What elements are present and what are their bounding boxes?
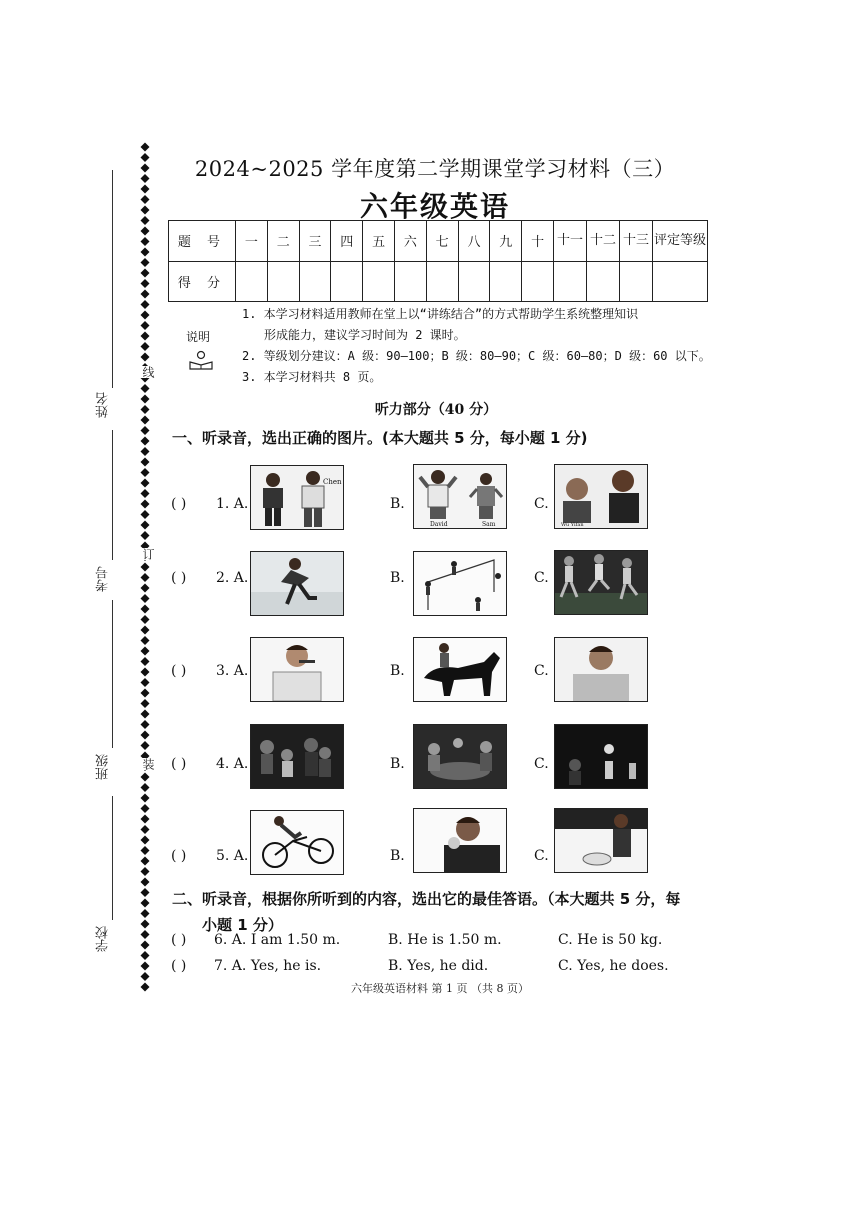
margin-diamond <box>141 468 150 477</box>
margin-diamond <box>141 237 150 246</box>
margin-diamond <box>141 794 150 803</box>
option-b-label: B. <box>390 663 405 679</box>
margin-diamond <box>141 258 150 267</box>
margin-diamond <box>141 489 150 498</box>
margin-name-label: 姓名 <box>96 392 111 418</box>
question-number: 1. A. <box>216 496 249 512</box>
instruction-item-cont: 形成能力，建议学习时间为 2 课时。 <box>264 328 466 342</box>
margin-diamond <box>141 626 150 635</box>
question-1 <box>168 462 668 532</box>
margin-exam-number-label: 考号 <box>96 566 111 592</box>
margin-diamond <box>141 563 150 572</box>
bind-word-line: 线 <box>141 366 155 378</box>
margin-diamond <box>141 510 150 519</box>
picture-5c-boy-washing[interactable] <box>554 808 648 873</box>
margin-diamond <box>141 531 150 540</box>
instructions-list <box>242 304 712 388</box>
picture-2a-ice-skating[interactable] <box>250 551 344 616</box>
margin-diamond <box>141 573 150 582</box>
option-c-label: C. <box>534 663 549 679</box>
margin-diamond <box>141 710 150 719</box>
score-col-2: 二 <box>267 221 299 262</box>
margin-diamond <box>141 731 150 740</box>
margin-diamond <box>141 615 150 624</box>
answer-blank[interactable]: ( ) <box>171 848 187 864</box>
picture-3a-boy-brushing-teeth[interactable] <box>250 637 344 702</box>
margin-diamond <box>141 353 150 362</box>
mc-6-option-b: B. He is 1.50 m. <box>388 932 502 948</box>
score-col-11: 十一 <box>554 221 587 262</box>
answer-blank[interactable]: ( ) <box>171 496 187 512</box>
margin-diamond <box>141 458 150 467</box>
margin-diamond <box>141 920 150 929</box>
margin-diamond <box>141 332 150 341</box>
margin-diamond <box>141 899 150 908</box>
option-b-label: B. <box>390 496 405 512</box>
margin-diamond <box>141 773 150 782</box>
score-cell[interactable] <box>554 261 587 302</box>
picture-5b-boy-sneezing[interactable] <box>413 808 507 873</box>
margin-diamond <box>141 426 150 435</box>
instruction-item: 1. 本学习材料适用教师在堂上以“讲练结合”的方式帮助学生系统整理知识 <box>242 307 639 321</box>
margin-diamond <box>141 836 150 845</box>
picture-1c-two-boys-close[interactable] <box>554 464 648 529</box>
margin-diamond <box>141 479 150 488</box>
margin-diamond <box>141 962 150 971</box>
picture-3b-riding-horse[interactable] <box>413 637 507 702</box>
margin-diamond <box>141 720 150 729</box>
margin-diamond <box>141 951 150 960</box>
answer-blank[interactable]: ( ) <box>171 663 187 679</box>
option-c-label: C. <box>534 496 549 512</box>
margin-diamond <box>141 342 150 351</box>
score-col-7: 七 <box>426 221 458 262</box>
mc-7-option-c: C. Yes, he does. <box>558 958 669 974</box>
score-cell[interactable] <box>363 261 395 302</box>
question-number: 5. A. <box>216 848 249 864</box>
picture-2c-kids-running[interactable] <box>554 550 648 615</box>
margin-diamond <box>141 447 150 456</box>
score-col-4: 四 <box>331 221 363 262</box>
pic-caption: Sam <box>482 521 496 528</box>
score-col-1: 一 <box>236 221 268 262</box>
question-number: 3. A. <box>216 663 249 679</box>
score-table <box>168 220 708 302</box>
option-c-label: C. <box>534 570 549 586</box>
exam-title: 2024~2025 学年度第二学期课堂学习材料（三） <box>194 157 676 181</box>
margin-diamond <box>141 300 150 309</box>
margin-diamond <box>141 678 150 687</box>
margin-diamond <box>141 290 150 299</box>
margin-diamond <box>141 636 150 645</box>
margin-diamond <box>141 594 150 603</box>
picture-4a-family-at-table[interactable] <box>250 724 344 789</box>
pic-caption: David <box>430 521 448 528</box>
score-table-score-row <box>169 261 708 302</box>
score-cell[interactable] <box>267 261 299 302</box>
score-cell[interactable] <box>394 261 426 302</box>
question-4 <box>168 720 668 790</box>
question-3 <box>168 636 668 706</box>
mc-6-option-c: C. He is 50 kg. <box>558 932 663 948</box>
margin-diamond <box>141 584 150 593</box>
score-col-8: 八 <box>458 221 490 262</box>
picture-4b-dinner-scene[interactable] <box>413 724 507 789</box>
pic-caption: Chen <box>323 478 342 486</box>
score-cell[interactable] <box>653 261 708 302</box>
score-col-10: 十 <box>522 221 554 262</box>
answer-blank[interactable]: ( ) <box>171 756 187 772</box>
option-b-label: B. <box>390 570 405 586</box>
score-cell[interactable] <box>620 261 653 302</box>
option-b-label: B. <box>390 756 405 772</box>
part1-title: 一、听录音，选出正确的图片。(本大题共 5 分，每小题 1 分) <box>172 429 588 447</box>
score-col-9: 九 <box>490 221 522 262</box>
bind-word-bind: 装 <box>141 758 155 770</box>
margin-diamond <box>141 668 150 677</box>
margin-diamond <box>141 521 150 530</box>
mc-6-option-a: 6. A. I am 1.50 m. <box>214 932 341 948</box>
part2-title-line2: 小题 1 分） <box>202 916 283 934</box>
margin-diamond <box>141 857 150 866</box>
margin-diamond <box>141 699 150 708</box>
margin-school-label: 学校 <box>96 926 111 952</box>
margin-diamond <box>141 783 150 792</box>
margin-diamond <box>141 941 150 950</box>
score-table-header-row <box>169 221 708 262</box>
page-footer: 六年级英语材料 第 1 页 （共 8 页） <box>351 982 529 995</box>
mc-7-option-b: B. Yes, he did. <box>388 958 489 974</box>
margin-diamond <box>141 878 150 887</box>
score-col-6: 六 <box>394 221 426 262</box>
bind-word-staple: 订 <box>141 548 155 560</box>
margin-diamond <box>141 279 150 288</box>
listening-heading: 听力部分（40 分） <box>374 402 498 418</box>
margin-diamond <box>141 804 150 813</box>
picture-2b-playing-football[interactable] <box>413 551 507 616</box>
answer-blank[interactable]: ( ) <box>171 570 187 586</box>
score-cell[interactable] <box>522 261 554 302</box>
margin-class-line <box>112 600 113 748</box>
margin-diamond <box>141 930 150 939</box>
option-b-label: B. <box>390 848 405 864</box>
part2-title <box>172 886 702 938</box>
option-c-label: C. <box>534 756 549 772</box>
picture-3c-boy-smiling[interactable] <box>554 637 648 702</box>
margin-diamond <box>141 269 150 278</box>
picture-1a-two-boys[interactable] <box>250 465 344 530</box>
question-5 <box>168 806 668 876</box>
pic-caption: Wu Yifan <box>561 522 584 528</box>
margin-diamond <box>141 909 150 918</box>
score-col-5: 五 <box>363 221 395 262</box>
option-c-label: C. <box>534 848 549 864</box>
margin-diamond <box>141 321 150 330</box>
picture-5a-riding-bike[interactable] <box>250 810 344 875</box>
mc-7-option-a: 7. A. Yes, he is. <box>214 958 322 974</box>
score-table-row-label: 题 号 <box>169 221 236 262</box>
book-reader-icon <box>188 350 214 374</box>
score-cell[interactable] <box>331 261 363 302</box>
margin-diamond <box>141 311 150 320</box>
margin-school-line <box>112 796 113 920</box>
score-cell[interactable] <box>236 261 268 302</box>
margin-diamond <box>141 689 150 698</box>
picture-1b-boys-flexing[interactable] <box>413 464 507 529</box>
score-cell[interactable] <box>458 261 490 302</box>
score-col-12: 十二 <box>587 221 620 262</box>
margin-class-label: 班级 <box>96 754 111 780</box>
binding-margin-diamonds <box>139 142 151 994</box>
margin-diamond <box>141 384 150 393</box>
margin-diamond <box>141 741 150 750</box>
question-2 <box>168 548 668 618</box>
answer-blank[interactable]: ( ) <box>171 958 187 974</box>
instruction-item: 3. 本学习材料共 8 页。 <box>242 370 382 384</box>
margin-exam-number-line <box>112 430 113 560</box>
margin-diamond <box>141 227 150 236</box>
score-cell[interactable] <box>490 261 522 302</box>
part2-title-line1: 二、听录音，根据你所听到的内容，选出它的最佳答语。（本大题共 5 分，每 <box>172 890 681 908</box>
margin-diamond <box>141 143 150 152</box>
answer-blank[interactable]: ( ) <box>171 932 187 948</box>
instructions-label: 说明 <box>186 330 211 344</box>
margin-diamond <box>141 846 150 855</box>
margin-diamond <box>141 888 150 897</box>
margin-diamond <box>141 605 150 614</box>
score-col-3: 三 <box>299 221 331 262</box>
score-row-label: 得 分 <box>169 261 236 302</box>
score-col-grade: 评定等级 <box>653 221 708 262</box>
margin-diamond <box>141 647 150 656</box>
margin-diamond <box>141 657 150 666</box>
picture-4c-birthday-cake[interactable] <box>554 724 648 789</box>
margin-diamond <box>141 248 150 257</box>
question-number: 4. A. <box>216 756 249 772</box>
score-cell[interactable] <box>587 261 620 302</box>
instruction-item: 2. 等级划分建议：A 级：90—100；B 级：80—90；C 级：60—80；D 级：60 以下。 <box>242 349 711 363</box>
margin-diamond <box>141 437 150 446</box>
margin-diamond <box>141 500 150 509</box>
margin-diamond <box>141 815 150 824</box>
score-cell[interactable] <box>299 261 331 302</box>
score-col-13: 十三 <box>620 221 653 262</box>
question-number: 2. A. <box>216 570 249 586</box>
exam-subject: 六年级英语 <box>359 190 510 223</box>
margin-diamond <box>141 867 150 876</box>
margin-diamond <box>141 825 150 834</box>
score-cell[interactable] <box>426 261 458 302</box>
